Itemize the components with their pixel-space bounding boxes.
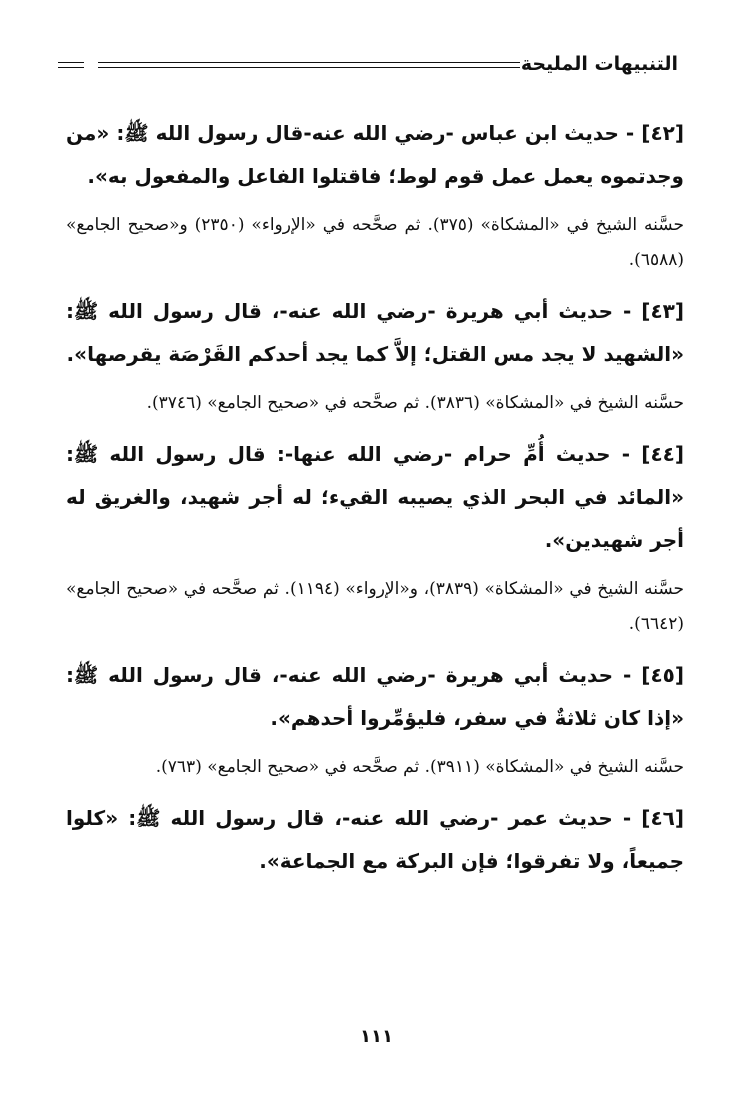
hadith-text: [٤٤] - حديث أُمِّ حرام -رضي الله عنها-: قال رسول الله ﷺ: «المائد في البحر الذي يصيبه القيء؛ له أجر شهيد، والغريق له أجر شهيدين». — [66, 442, 684, 552]
page-body — [66, 112, 684, 883]
page-number: ١١١ — [360, 1026, 393, 1047]
running-title: التنبيهات المليحة — [520, 53, 678, 75]
running-header — [58, 52, 678, 80]
header-rule-short — [58, 62, 84, 63]
grading-note: حسَّنه الشيخ في «المشكاة» (٣٨٣٦). ثم صحَّحه في «صحيح الجامع» (٣٧٤٦). — [146, 393, 684, 413]
grading-note: حسَّنه الشيخ في «المشكاة» (٣٨٣٩)، و«الإرواء» (١١٩٤). ثم صحَّحه في «صحيح الجامع» (٦٦٤٢). — [66, 579, 684, 634]
header-rule-long-lower — [98, 67, 520, 68]
header-rule-short-lower — [58, 67, 84, 68]
hadith-text: [٤٣] - حديث أبي هريرة -رضي الله عنه-، قال رسول الله ﷺ: «الشهيد لا يجد مس القتل؛ إلاَّ كما يجد أحدكم القَرْصَة يقرصها». — [66, 299, 684, 366]
hadith-text: [٤٢] - حديث ابن عباس -رضي الله عنه-قال رسول الله ﷺ: «من وجدتموه يعمل عمل قوم لوط؛ فاقتلوا الفاعل والمفعول به». — [66, 121, 684, 188]
hadith-text: [٤٥] - حديث أبي هريرة -رضي الله عنه-، قال رسول الله ﷺ: «إذا كان ثلاثةٌ في سفر، فليؤمِّروا أحدهم». — [66, 663, 684, 730]
grading-note: حسَّنه الشيخ في «المشكاة» (٣٩١١). ثم صحَّحه في «صحيح الجامع» (٧٦٣). — [155, 757, 684, 777]
header-rule-long — [98, 62, 520, 63]
hadith-text: [٤٦] - حديث عمر -رضي الله عنه-، قال رسول الله ﷺ: «كلوا جميعاً، ولا تفرقوا؛ فإن البركة مع الجماعة». — [66, 806, 684, 873]
grading-note: حسَّنه الشيخ في «المشكاة» (٣٧٥). ثم صحَّحه في «الإرواء» (٢٣٥٠) و«صحيح الجامع» (٦٥٨٨). — [66, 215, 684, 270]
